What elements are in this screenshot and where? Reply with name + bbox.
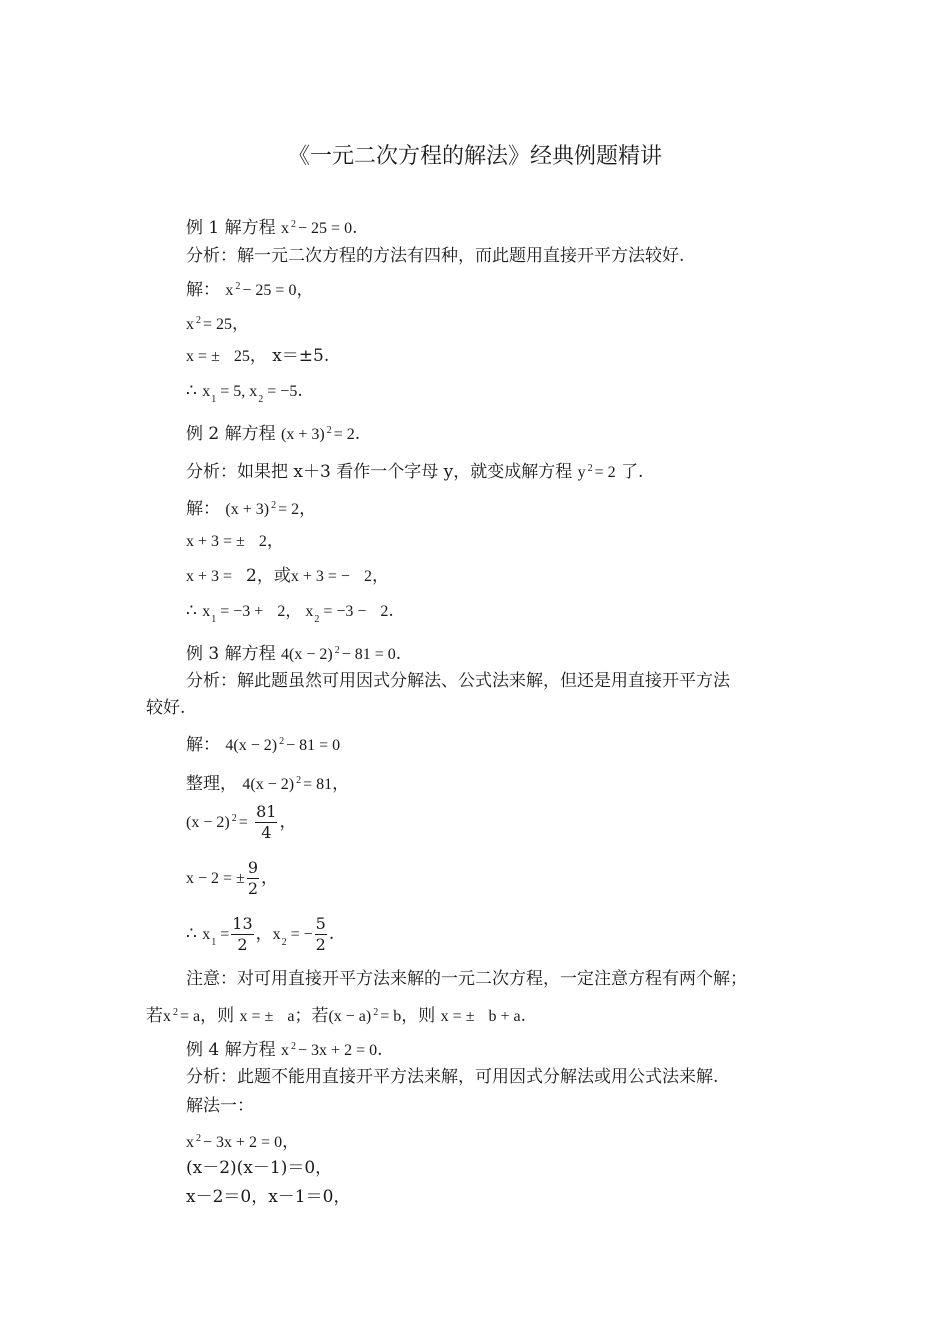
example-2-question: 例 2 解方程 (x + 3) $^2$ = 2.: [186, 424, 361, 444]
example-1-step-1: 解： x $^2$ − 25 = 0，: [186, 280, 314, 300]
example-label: 例 4 解方程: [186, 1040, 276, 1060]
therefore-symbol: ∴: [186, 601, 197, 621]
fraction: $\frac{13}{2}$: [232, 914, 253, 954]
example-label: 例 1 解方程: [186, 218, 276, 238]
example-4-analysis: 分析：此题不能用直接开平方法来解，可用因式分解法或用公式法来解.: [186, 1067, 719, 1087]
fraction: $\frac{81}{4}$: [256, 802, 277, 842]
therefore-symbol: ∴: [186, 924, 197, 944]
example-4-step-2: (x－2)(x－1)＝0，: [186, 1158, 333, 1178]
fraction: $\frac{9}{2}$: [247, 858, 259, 898]
example-1-step-3: x = ± 25， x＝±5.: [186, 346, 330, 366]
example-3-step-4: x − 2 = ± $\frac{9}{2}$ ，: [186, 858, 279, 898]
example-4-method-1: 解法一：: [186, 1096, 254, 1116]
fraction: $\frac{5}{2}$: [315, 914, 326, 954]
example-label: 例 2 解方程: [186, 424, 276, 444]
equation: x $^2$ − 25 = 0: [281, 219, 353, 237]
example-3-analysis-line-2: 较好.: [146, 698, 186, 718]
example-2-step-1: 解： (x + 3) $^2$ = 2，: [186, 499, 317, 519]
example-3-result: ∴ $x_1$ = $\frac{13}{2}$ ，$x_2$ = − $\frac{5}{2}$ .: [186, 914, 335, 954]
note-line-2: 若x $^2$ = a，则 x = ± a；若(x − a) $^2$ = b，则 x = ± b + a.: [146, 1006, 527, 1026]
equation: (x + 3) $^2$ = 2: [281, 425, 355, 443]
document-title: 《一元二次方程的解法》经典例题精讲: [287, 144, 662, 169]
example-3-analysis-line-1: 分析：解此题虽然可用因式分解法、公式法来解，但还是用直接开平方法: [186, 671, 730, 691]
example-3-step-3: (x − 2) $^2$ = $\frac{81}{4}$ ，: [186, 802, 297, 842]
example-1-analysis: 分析：解一元二次方程的方法有四种，而此题用直接开平方法较好.: [186, 246, 685, 266]
example-1-step-2: x $^2$ = 25，: [186, 314, 250, 334]
example-4-question: 例 4 解方程 x $^2$ − 3x + 2 = 0.: [186, 1040, 383, 1060]
example-2-step-3: x + 3 = 2，或x + 3 = − 2，: [186, 566, 389, 586]
example-2-step-2: x + 3 = ± 2，: [186, 531, 284, 551]
example-4-step-1: x $^2$ − 3x + 2 = 0，: [186, 1132, 300, 1152]
example-3-question: 例 3 解方程 4(x − 2) $^2$ − 81 = 0.: [186, 644, 402, 664]
example-3-step-2: 整理， 4(x − 2) $^2$ = 81，: [186, 774, 350, 794]
equation: x $^2$ − 3x + 2 = 0: [281, 1041, 378, 1059]
therefore-symbol: ∴: [186, 381, 197, 401]
example-1-question: 例 1 解方程 x $^2$ − 25 = 0.: [186, 218, 358, 238]
equation: 4(x − 2) $^2$ − 81 = 0: [281, 645, 396, 663]
example-1-result: ∴ $x_1 = 5$, $x_2 = -5$.: [186, 381, 303, 405]
example-2-analysis: 分析：如果把 x＋3 看作一个字母 y，就变成解方程 y $^2$ = 2 了.: [186, 462, 644, 482]
example-2-result: ∴ $x_1 = -3 + 2$， $x_2 = -3 - 2$.: [186, 601, 394, 625]
example-3-step-1: 解： 4(x − 2) $^2$ − 81 = 0: [186, 735, 341, 755]
example-label: 例 3 解方程: [186, 644, 276, 664]
example-4-step-3: x－2＝0，x－1＝0，: [186, 1187, 351, 1207]
note-line-1: 注意：对可用直接开平方法来解的一元二次方程，一定注意方程有两个解；: [186, 969, 747, 989]
